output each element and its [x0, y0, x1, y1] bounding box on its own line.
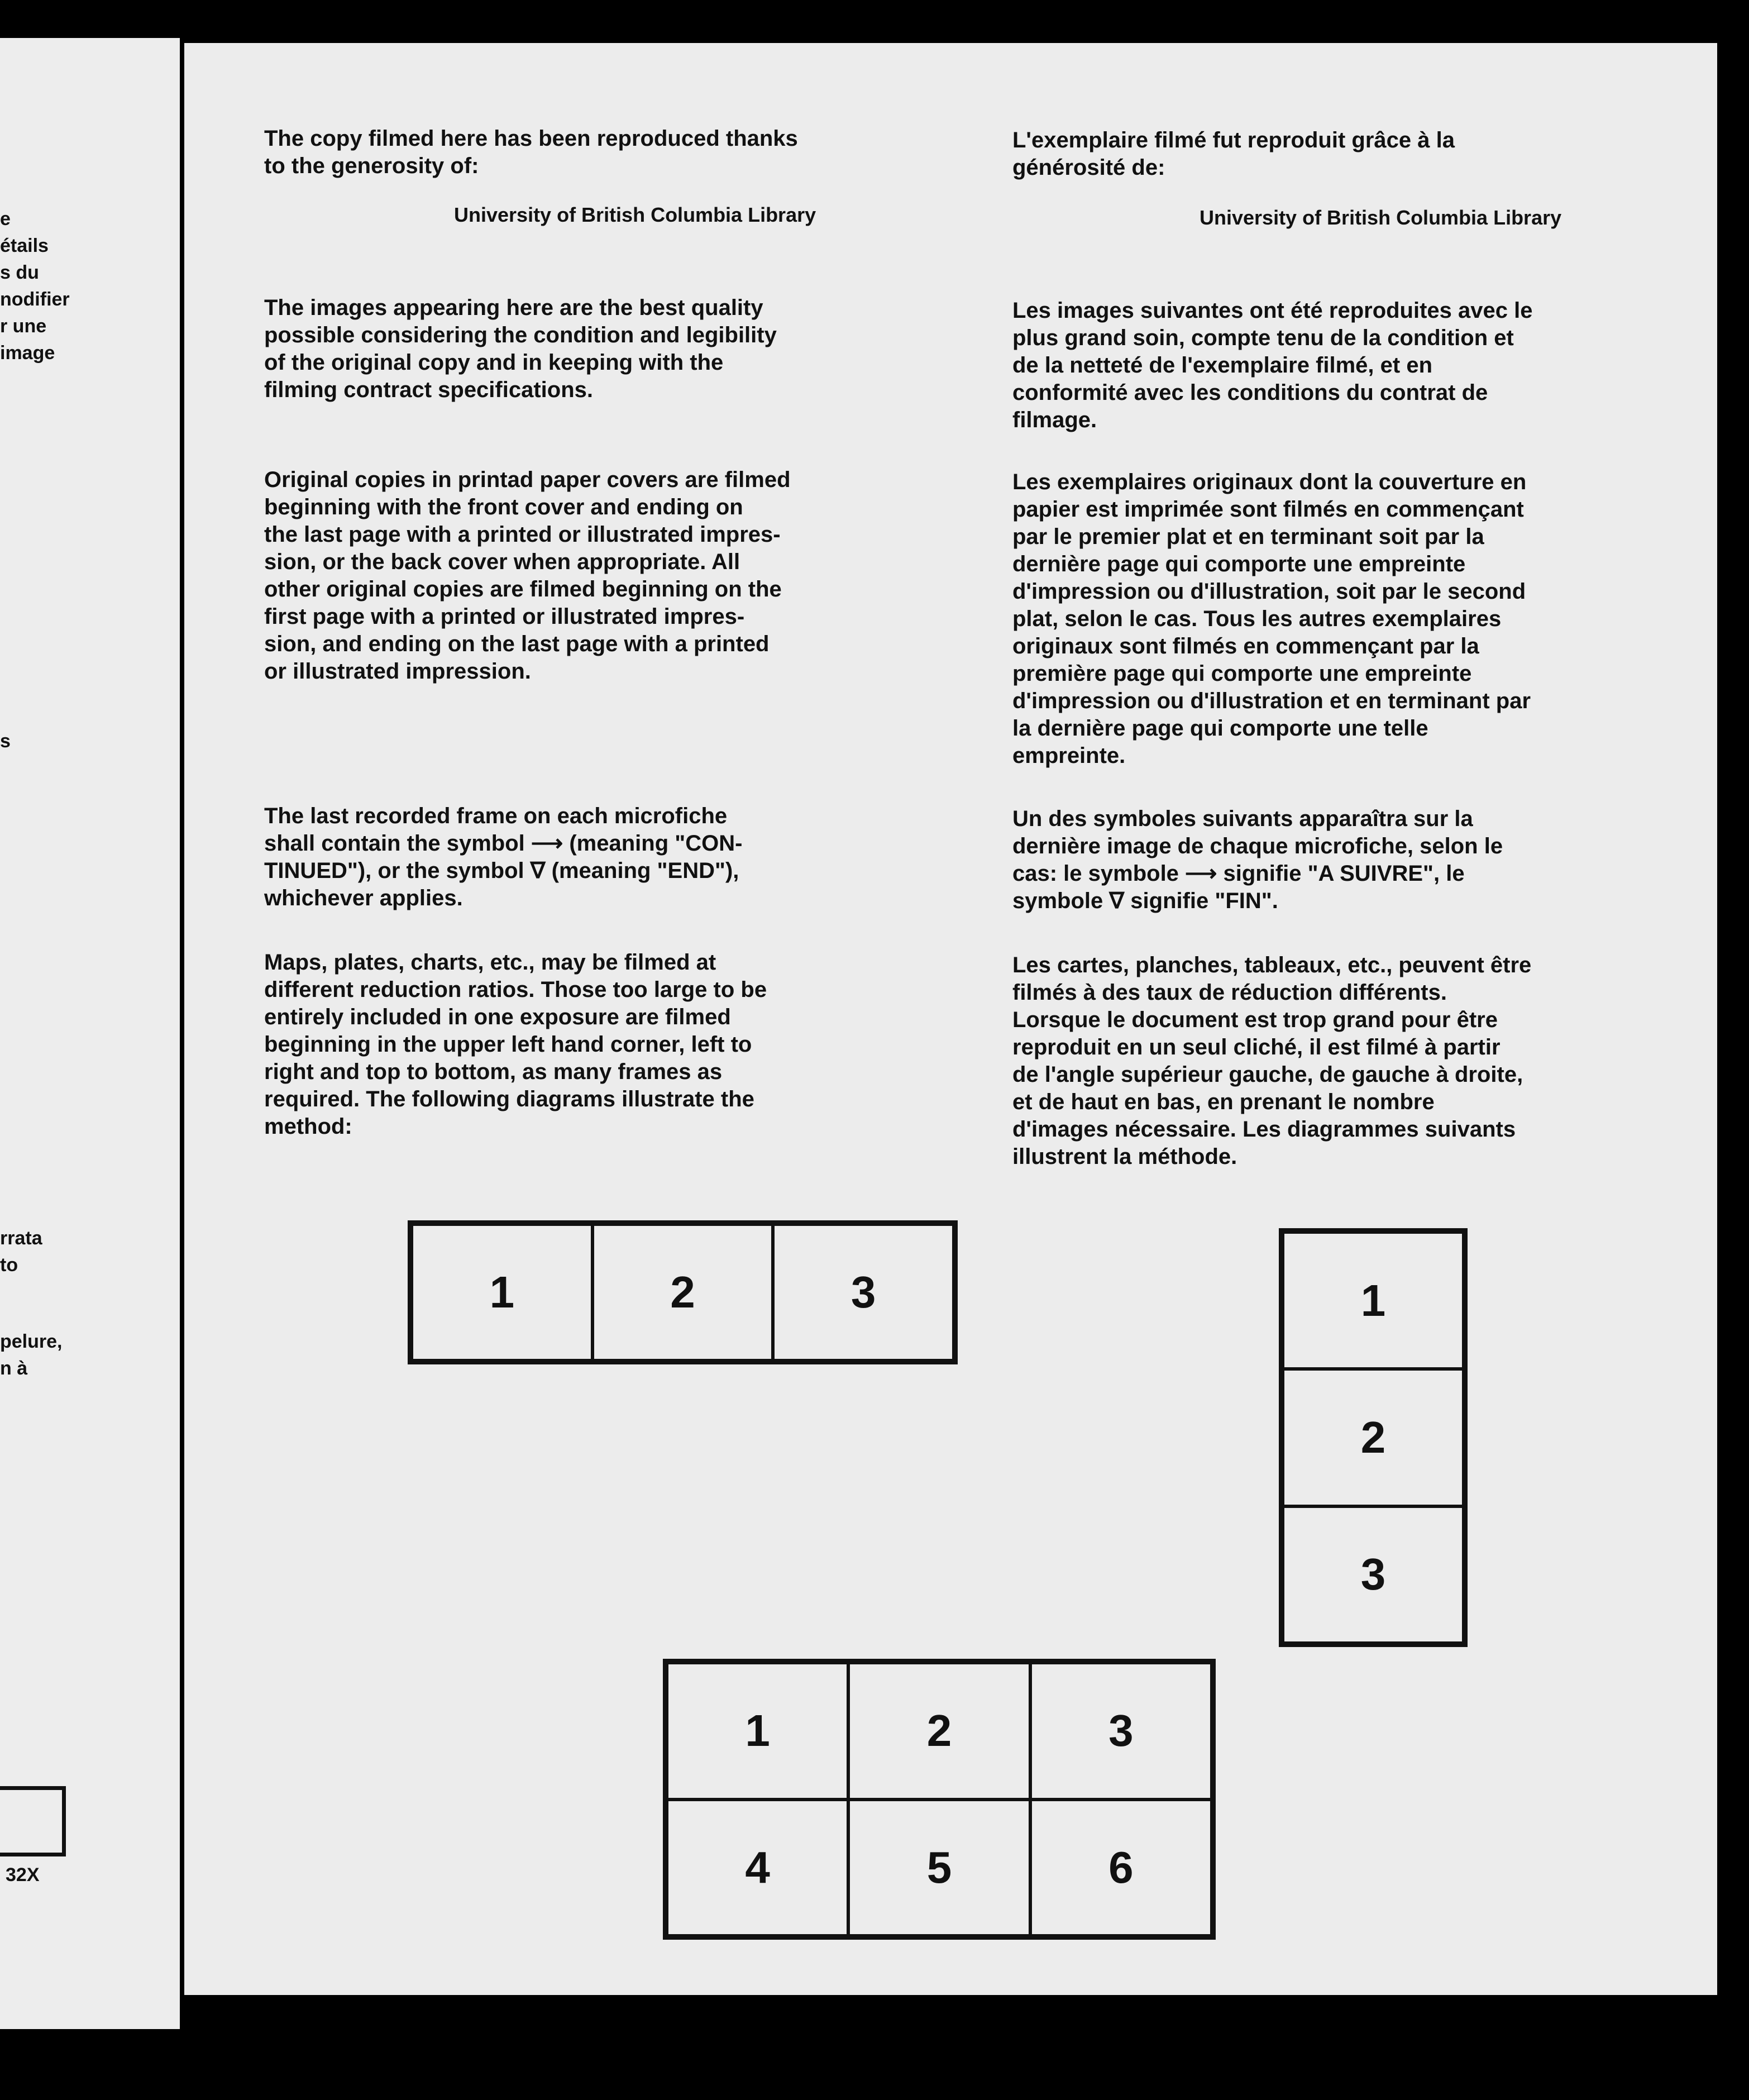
- frame-cell: 2: [848, 1663, 1030, 1800]
- library-name: University of British Columbia Library: [454, 203, 816, 226]
- reduction-label: 32X: [6, 1864, 40, 1886]
- fragment-text: pelure,: [0, 1331, 63, 1352]
- fragment-text: nodifier: [0, 289, 70, 310]
- maps-paragraph: Les cartes, planches, tableaux, etc., peuvent être filmés à des taux de réduction différents. Lorsque le document est trop grand pour être reproduit en un seul cliché, il est filmé à partir de l'angle supérieur gauche, de gauche à droite, et de haut en bas, en prenant le nombre d'images nécessaire. Les diagrammes suivants illustrent la méthode.: [1012, 953, 1532, 1169]
- fragment-text: étails: [0, 235, 49, 256]
- fragment-text: to: [0, 1254, 18, 1276]
- diagram-grid: [663, 1659, 1216, 1940]
- covers-paragraph: Original copies in printad paper covers are filmed beginning with the front cover and ending on the last page with a printed or illustrated impres- sion, or the back cover when appropriate. All other original copies are filmed beginning on the first page with a printed or illustrated impres- sion, and ending on the last page with a printed or illustrated impression.: [264, 467, 791, 684]
- quality-paragraph: Les images suivantes ont été reproduites avec le plus grand soin, compte tenu de la condition et de la netteté de l'exemplaire filmé, et en conformité avec les conditions du contrat de filmage.: [1012, 298, 1533, 432]
- quality-paragraph: The images appearing here are the best quality possible considering the condition and legibility of the original copy and in keeping with the filming contract specifications.: [264, 295, 777, 402]
- fragment-text: e: [0, 208, 11, 230]
- frame-cell: 3: [1030, 1663, 1212, 1800]
- maps-paragraph: Maps, plates, charts, etc., may be filmed at different reduction ratios. Those too large to be entirely included in one exposure are filmed beginning in the upper left hand corner, left to right and top to bottom, as many frames as required. The following diagrams illustrate the method:: [264, 950, 767, 1139]
- fragment-text: s: [0, 731, 11, 752]
- frame-cell: 1: [667, 1663, 848, 1800]
- frame-cell: 2: [592, 1224, 773, 1361]
- document-page: [184, 43, 1717, 1995]
- covers-paragraph: Les exemplaires originaux dont la couverture en papier est imprimée sont filmés en commençant par le premier plat et en terminant soit par la dernière page qui comporte une empreinte d'impression ou d'illustration, soit par le second plat, selon le cas. Tous les autres exemplaires originaux sont filmés en commençant par la première page qui comporte une empreinte d'impression ou d'illustration et en terminant par la dernière page qui comporte une telle empreinte.: [1012, 470, 1531, 768]
- frame-cell: 4: [667, 1800, 848, 1936]
- frame-cell: 3: [1283, 1506, 1464, 1643]
- intro-paragraph: The copy filmed here has been reproduced thanks to the generosity of:: [264, 126, 798, 178]
- symbols-paragraph: Un des symboles suivants apparaîtra sur la dernière image de chaque microfiche, selon le cas: le symbole ⟶ signifie "A SUIVRE", le symbole ∇ signifie "FIN".: [1012, 806, 1503, 913]
- diagram-row: [408, 1220, 958, 1364]
- fragment-text: image: [0, 342, 55, 364]
- frame-cell: 3: [773, 1224, 954, 1361]
- fragment-text: r une: [0, 316, 47, 337]
- frame-cell: 2: [1283, 1369, 1464, 1506]
- fragment-text: rrata: [0, 1228, 42, 1249]
- fragment-text: s du: [0, 262, 39, 283]
- frame-cell: 6: [1030, 1800, 1212, 1936]
- diagram-column: [1279, 1228, 1468, 1647]
- frame-cell: 1: [412, 1224, 592, 1361]
- frame-cell: 5: [848, 1800, 1030, 1936]
- frame-cell: 1: [1283, 1232, 1464, 1369]
- reduction-box: [0, 1786, 66, 1856]
- library-name: University of British Columbia Library: [1200, 206, 1562, 229]
- fragment-text: n à: [0, 1358, 28, 1379]
- intro-paragraph: L'exemplaire filmé fut reproduit grâce à la générosité de:: [1012, 128, 1455, 180]
- symbols-paragraph: The last recorded frame on each microfiche shall contain the symbol ⟶ (meaning "CON- TINUED"), or the symbol ∇ (meaning "END"), whichever applies.: [264, 804, 743, 910]
- previous-page-fragment: [0, 38, 180, 2029]
